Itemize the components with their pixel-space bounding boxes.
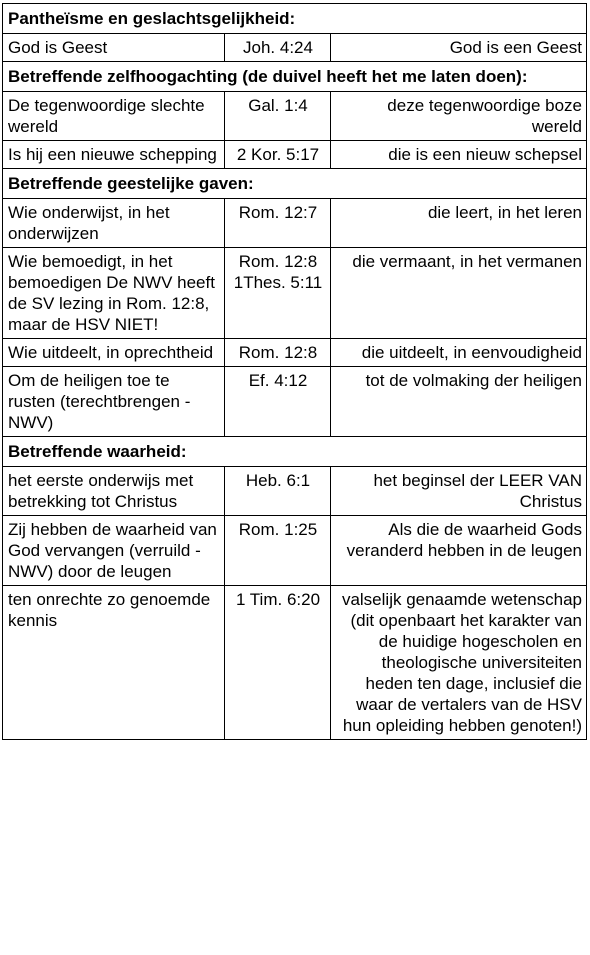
- section-heading-row: [3, 437, 587, 467]
- table-row: [3, 367, 587, 437]
- ref-cell: Rom. 12:7: [225, 199, 331, 248]
- left-cell: ten onrechte zo genoemde kennis: [3, 586, 225, 740]
- left-cell: Wie onderwijst, in het onderwijzen: [3, 199, 225, 248]
- left-cell: Wie uitdeelt, in oprechtheid: [3, 339, 225, 367]
- left-cell: Zij hebben de waarheid van God vervangen (verruild - NWV) door de leugen: [3, 516, 225, 586]
- table-row: [3, 467, 587, 516]
- right-cell: deze tegenwoordige boze wereld: [331, 92, 587, 141]
- table-row: [3, 199, 587, 248]
- right-cell: die uitdeelt, in eenvoudigheid: [331, 339, 587, 367]
- left-cell: Is hij een nieuwe schepping: [3, 141, 225, 169]
- right-cell: valselijk genaamde wetenschap (dit openbaart het karakter van de huidige hogescholen en theologische universiteiten heden ten dage, inclusief die waar de vertalers van de HSV hun opleiding hebben genoten!): [331, 586, 587, 740]
- right-cell: het beginsel der LEER VAN Christus: [331, 467, 587, 516]
- left-cell: het eerste onderwijs met betrekking tot Christus: [3, 467, 225, 516]
- section-heading-row: [3, 62, 587, 92]
- ref-cell: Rom. 12:8: [225, 339, 331, 367]
- right-cell: God is een Geest: [331, 34, 587, 62]
- left-cell: Wie bemoedigt, in het bemoedigen De NWV heeft de SV lezing in Rom. 12:8, maar de HSV NIET!: [3, 248, 225, 339]
- ref-cell: Ef. 4:12: [225, 367, 331, 437]
- ref-cell: Gal. 1:4: [225, 92, 331, 141]
- right-cell: die vermaant, in het vermanen: [331, 248, 587, 339]
- section-heading-row: [3, 169, 587, 199]
- left-cell: De tegenwoordige slechte wereld: [3, 92, 225, 141]
- comparison-table: [2, 3, 587, 740]
- table-row: [3, 516, 587, 586]
- section-heading: Betreffende waarheid:: [3, 437, 587, 467]
- section-heading: Betreffende geestelijke gaven:: [3, 169, 587, 199]
- right-cell: die is een nieuw schepsel: [331, 141, 587, 169]
- table-row: [3, 586, 587, 740]
- table-row: [3, 141, 587, 169]
- right-cell: tot de volmaking der heiligen: [331, 367, 587, 437]
- ref-cell: Rom. 12:8 1Thes. 5:11: [225, 248, 331, 339]
- ref-cell: Rom. 1:25: [225, 516, 331, 586]
- left-cell: God is Geest: [3, 34, 225, 62]
- right-cell: Als die de waarheid Gods veranderd hebben in de leugen: [331, 516, 587, 586]
- right-cell: die leert, in het leren: [331, 199, 587, 248]
- ref-cell: Joh. 4:24: [225, 34, 331, 62]
- table-body: [3, 4, 587, 740]
- table-row: [3, 34, 587, 62]
- ref-cell: 1 Tim. 6:20: [225, 586, 331, 740]
- ref-cell: Heb. 6:1: [225, 467, 331, 516]
- table-row: [3, 339, 587, 367]
- section-heading: Pantheïsme en geslachtsgelijkheid:: [3, 4, 587, 34]
- section-heading-row: [3, 4, 587, 34]
- table-row: [3, 92, 587, 141]
- left-cell: Om de heiligen toe te rusten (terechtbrengen - NWV): [3, 367, 225, 437]
- table-row: [3, 248, 587, 339]
- section-heading: Betreffende zelfhoogachting (de duivel heeft het me laten doen):: [3, 62, 587, 92]
- ref-cell: 2 Kor. 5:17: [225, 141, 331, 169]
